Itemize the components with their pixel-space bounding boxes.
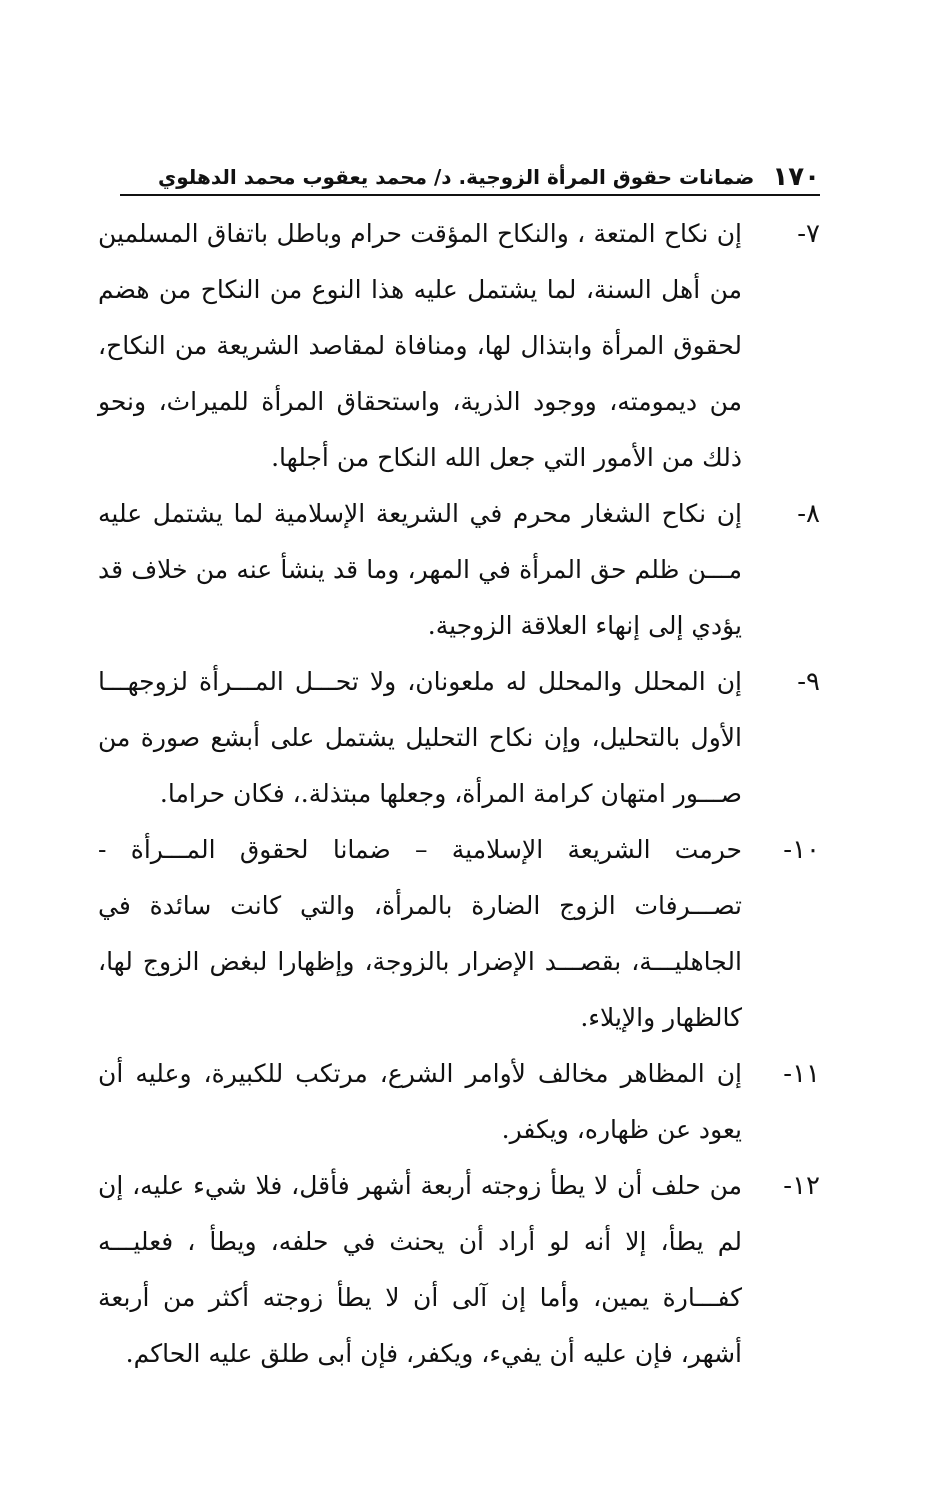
item-number: ١٢- — [783, 1171, 820, 1201]
item-number: ١٠- — [783, 835, 820, 865]
list-item — [98, 654, 820, 822]
item-number: ٧- — [797, 219, 820, 249]
item-number: ٩- — [797, 667, 820, 697]
item-number: ٨- — [797, 499, 820, 529]
list-item — [98, 1046, 820, 1158]
list-item — [98, 1158, 820, 1382]
list-item — [98, 486, 820, 654]
item-text: إن المظاهر مخالف لأوامر الشرع، مرتكب للكبيرة، وعليه أن يعود عن ظهاره، ويكفر. — [98, 1059, 742, 1144]
page-header — [120, 160, 820, 196]
item-text: إن نكاح المتعة ، والنكاح المؤقت حرام وباطل باتفاق المسلمين من أهل السنة، لما يشتمل عليه هذا النوع من النكاح من هضم لحقوق المرأة وابتذال لها، ومنافاة لمقاصد الشريعة من النكاح، من ديمومته، ووجود الذرية، واستحقاق المرأة للميراث، ونحو ذلك من الأمور التي جعل الله النكاح من أجلها. — [98, 219, 742, 472]
conclusions-list — [98, 206, 820, 1382]
list-item — [98, 206, 820, 486]
item-number: ١١- — [783, 1059, 820, 1089]
item-text: إن المحلل والمحلل له ملعونان، ولا تحـــل المـــرأة لزوجهـــا الأول بالتحليل، وإن نكاح التحليل يشتمل على أبشع صورة من صـــور امتهان كرامة المرأة، وجعلها مبتذلة.، فكان حراما. — [98, 667, 742, 808]
item-text: من حلف أن لا يطأ زوجته أربعة أشهر فأقل، فلا شيء عليه، إن لم يطأ، إلا أنه لو أراد أن يحنث في حلفه، ويطأ ، فعليـــه كفـــارة يمين، وأما إن آلى أن لا يطأ زوجته أكثر من أربعة أشهر، فإن عليه أن يفيء، ويكفر، فإن أبى طلق عليه الحاكم. — [98, 1171, 742, 1368]
list-item — [98, 822, 820, 1046]
item-text: إن نكاح الشغار محرم في الشريعة الإسلامية لما يشتمل عليه مـــن ظلم حق المرأة في المهر، وما قد ينشأ عنه من خلاف قد يؤدي إلى إنهاء العلاقة الزوجية. — [98, 499, 742, 640]
running-title: ضمانات حقوق المرأة الزوجية. د/ محمد يعقوب محمد الدهلوي — [157, 165, 755, 189]
item-text: حرمت الشريعة الإسلامية – ضمانا لحقوق المـــرأة - تصـــرفات الزوج الضارة بالمرأة، والتي كانت سائدة في الجاهليـــة، بقصـــد الإضرار بالزوجة، وإظهارا لبغض الزوج لها، كالظهار والإيلاء. — [98, 835, 742, 1032]
page-number: ١٧٠ — [772, 162, 820, 192]
